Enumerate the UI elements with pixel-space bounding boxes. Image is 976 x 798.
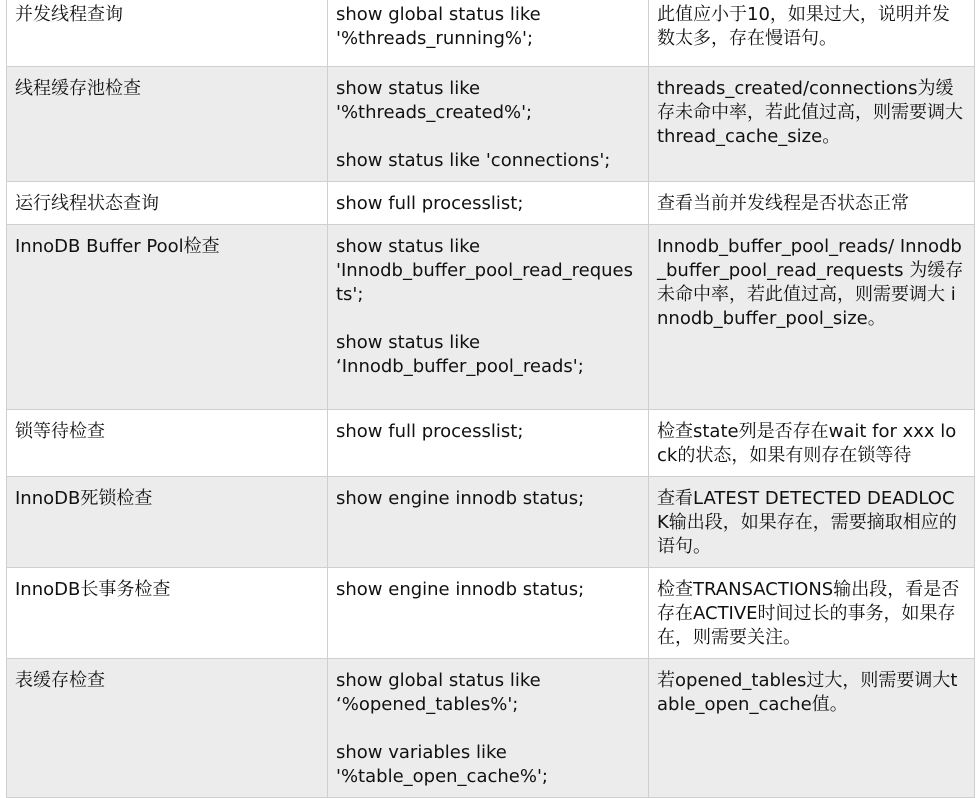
note-cell: threads_created/connections为缓存未命中率，若此值过高，则需要调大thread_cache_size。 bbox=[649, 67, 975, 182]
note-cell: 检查TRANSACTIONS输出段，看是否存在ACTIVE时间过长的事务，如果存在，则需要关注。 bbox=[649, 568, 975, 659]
sql-line: show global status like bbox=[336, 670, 541, 691]
table-row bbox=[7, 568, 975, 659]
table-row bbox=[7, 225, 975, 410]
check-name-cell: InnoDB Buffer Pool检查 bbox=[7, 225, 328, 410]
note-cell: 查看当前并发线程是否状态正常 bbox=[649, 182, 975, 225]
check-name-cell: InnoDB死锁检查 bbox=[7, 477, 328, 568]
sql-line: '%threads_created%'; bbox=[336, 102, 533, 123]
sql-line: show variables like bbox=[336, 742, 507, 763]
table-body bbox=[7, 0, 975, 798]
sql-line: show status like 'connections'; bbox=[336, 150, 611, 171]
note-cell: 若opened_tables过大，则需要调大table_open_cache值。 bbox=[649, 659, 975, 798]
note-cell: 检查state列是否存在wait for xxx lock的状态，如果有则存在锁等待 bbox=[649, 410, 975, 477]
table-row bbox=[7, 659, 975, 798]
sql-cell bbox=[328, 0, 649, 67]
sql-line: show status like bbox=[336, 332, 481, 353]
check-name-cell: 运行线程状态查询 bbox=[7, 182, 328, 225]
sql-line: show status like bbox=[336, 78, 481, 99]
check-name-cell: 并发线程查询 bbox=[7, 0, 328, 67]
sql-line: show engine innodb status; bbox=[336, 579, 585, 600]
table-row bbox=[7, 67, 975, 182]
table-row bbox=[7, 182, 975, 225]
sql-line: ts'; bbox=[336, 284, 364, 305]
sql-cell bbox=[328, 182, 649, 225]
sql-cell bbox=[328, 410, 649, 477]
sql-line: show engine innodb status; bbox=[336, 488, 585, 509]
sql-line: 'Innodb_buffer_pool_read_reques bbox=[336, 260, 633, 281]
note-cell: 此值应小于10，如果过大，说明并发数太多，存在慢语句。 bbox=[649, 0, 975, 67]
sql-spacer bbox=[336, 717, 640, 741]
sql-cell bbox=[328, 225, 649, 410]
check-name-cell: 表缓存检查 bbox=[7, 659, 328, 798]
sql-cell bbox=[328, 659, 649, 798]
sql-line: '%table_open_cache%'; bbox=[336, 766, 548, 787]
sql-line: ‘Innodb_buffer_pool_reads'; bbox=[336, 356, 584, 377]
table-row bbox=[7, 0, 975, 67]
sql-line: ‘%opened_tables%'; bbox=[336, 694, 519, 715]
sql-line: show full processlist; bbox=[336, 193, 524, 214]
sql-line: '%threads_running%'; bbox=[336, 28, 534, 49]
sql-spacer bbox=[336, 307, 640, 331]
sql-line: show status like bbox=[336, 236, 481, 257]
sql-cell bbox=[328, 477, 649, 568]
sql-line: show full processlist; bbox=[336, 421, 524, 442]
sql-cell bbox=[328, 568, 649, 659]
table-row bbox=[7, 410, 975, 477]
sql-cell bbox=[328, 67, 649, 182]
check-name-cell: InnoDB长事务检查 bbox=[7, 568, 328, 659]
sql-spacer bbox=[336, 125, 640, 149]
check-name-cell: 线程缓存池检查 bbox=[7, 67, 328, 182]
table-row bbox=[7, 477, 975, 568]
note-cell: 查看LATEST DETECTED DEADLOCK输出段，如果存在，需要摘取相应的语句。 bbox=[649, 477, 975, 568]
check-name-cell: 锁等待检查 bbox=[7, 410, 328, 477]
sql-line: show global status like bbox=[336, 4, 541, 25]
mysql-check-table bbox=[6, 0, 975, 798]
note-cell: Innodb_buffer_pool_reads/ Innodb_buffer_pool_read_requests 为缓存未命中率，若此值过高，则需要调大 innodb_buffer_pool_size。 bbox=[649, 225, 975, 410]
